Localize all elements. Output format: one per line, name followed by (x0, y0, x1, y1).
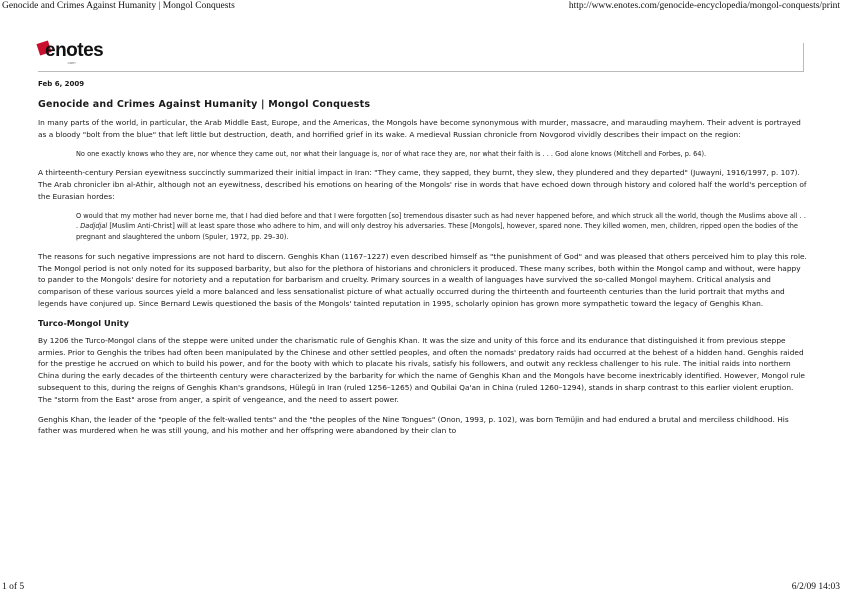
article-title: Genocide and Crimes Against Humanity | Mongol Conquests (38, 99, 371, 110)
print-header-title: Genocide and Crimes Against Humanity | Mongol Conquests (2, 1, 235, 11)
logo-text: enotes (45, 40, 104, 61)
quote-part-1: O would that my mother had never borne me, that I had died before and that I were forgotten [so] tremendous disaster such as had never happened before, and which struck all the world, though the Muslims above all . . . (76, 211, 806, 231)
print-datetime: 6/2/09 14:03 (791, 582, 840, 592)
print-footer (2, 582, 840, 594)
logo-tagline: .com (67, 61, 76, 65)
enotes-logo[interactable] (38, 40, 108, 70)
header-divider (38, 71, 804, 72)
quote-ibn-al-athir (76, 211, 808, 243)
print-header-url[interactable]: http://www.enotes.com/genocide-encyclopedia/mongol-conquests/print (568, 1, 840, 11)
paragraph-unity: By 1206 the Turco-Mongol clans of the steppe were united under the charismatic rule of Genghis Khan. It was the size and unity of this force and its endurance that distinguished it from previous steppe armies. Prior to Genghis the tribes had often been manipulated by the Chinese and other settled peoples, and often the nomads' predatory raids had occurred at the behest of a hidden hand. Genghis raided for the prestige he accrued on which to build his power, and for the booty with which to placate his rivals, satisfy his followers, and outwit any reckless challenger to his rule. The initial raids into northern China during the early decades of the thirteenth century were characterized by the barbarity for which the name of Genghis Khan and the Mongols have become inextricably identified. However, Mongol rule subsequent to this, during the reigns of Genghis Khan's grandsons, Hülegü in Iran (ruled 1256–1265) and Qubilai Qa'an in China (ruled 1260–1294), stands in sharp contrast to this earlier violent eruption. The "storm from the East" arose from anger, a spirit of vengeance, and the need to assert power. (38, 335, 805, 404)
article (38, 80, 808, 445)
section-heading: Turco-Mongol Unity (38, 317, 129, 328)
print-header (2, 1, 840, 13)
quote-term: Dadjdjal (80, 222, 108, 231)
article-date: Feb 6, 2009 (38, 80, 85, 88)
paragraph-intro: In many parts of the world, in particular, the Arab Middle East, Europe, and the Americas, the Mongols have become synonymous with murder, massacre, and marauding mayhem. Their advent is portrayed as a bloody "bolt from the blue" that left little but destruction, death, and horrified grief in its wake. A medieval Russian chronicle from Novgorod vividly describes their impact on the region: (38, 118, 801, 139)
quote-novgorod: No one exactly knows who they are, nor whence they came out, nor what their language is, nor of what race they are, nor what their faith is . . . God alone knows (Mitchell and Forbes, p. 64). (76, 149, 707, 158)
quote-part-2: [Muslim Anti-Christ] will at least spare those who adhere to him, and will only destroy his adversaries. These [Mongols], however, spared none. They killed women, men, children, ripped open the bodies of the pregnant and slaughtered the unborn (Spuler, 1972, pp. 29–30). (76, 222, 798, 242)
paragraph-genghis-childhood: Genghis Khan, the leader of the "people of the felt-walled tents" and the "the peoples of the Nine Tongues" (Onon, 1993, p. 102), was born Temüjin and had endured a brutal and merciless childhood. His father was murdered when he was still young, and his mother and her offspring were abandoned by their clan to (38, 414, 789, 436)
paragraph-persian-eyewitness: A thirteenth-century Persian eyewitness succinctly summarized their initial impact in Iran: "They came, they sapped, they burnt, they slew, they plundered and they departed" (Juwayni, 1916/1997, p. 107). The Arab chronicler ibn al-Athir, although not an eyewitness, described his emotions on hearing of the Mongols' rise in words that have echoed down through history and colored half the world's perception of the Eurasian hordes: (38, 168, 807, 201)
page-number: 1 of 5 (2, 582, 25, 592)
paragraph-reasons: The reasons for such negative impressions are not hard to discern. Genghis Khan (1167–1227) even described himself as "the punishment of God" and was pleased that others perceived him to play this role. The Mongol period is not only noted for its supposed barbarity, but also for the plethora of historians and chroniclers it produced. These many scribes, both within the Mongol camp and without, were happy to pander to the Mongols' desire for notoriety and a reputation for barbarism and cruelty. Primary sources in a wealth of languages have survived the so-called Mongol mayhem. Critical analysis and comparison of these various sources yield a more balanced and less sensationalist picture of what actually occurred during the thirteenth and fourteenth centuries than the lurid portrait that myths and legends have conjured up. Since Bernard Lewis questioned the basis of the Mongols' tainted reputation in 1995, scholarly opinion has grown more sympathetic toward the legacy of Genghis Khan. (38, 251, 807, 308)
